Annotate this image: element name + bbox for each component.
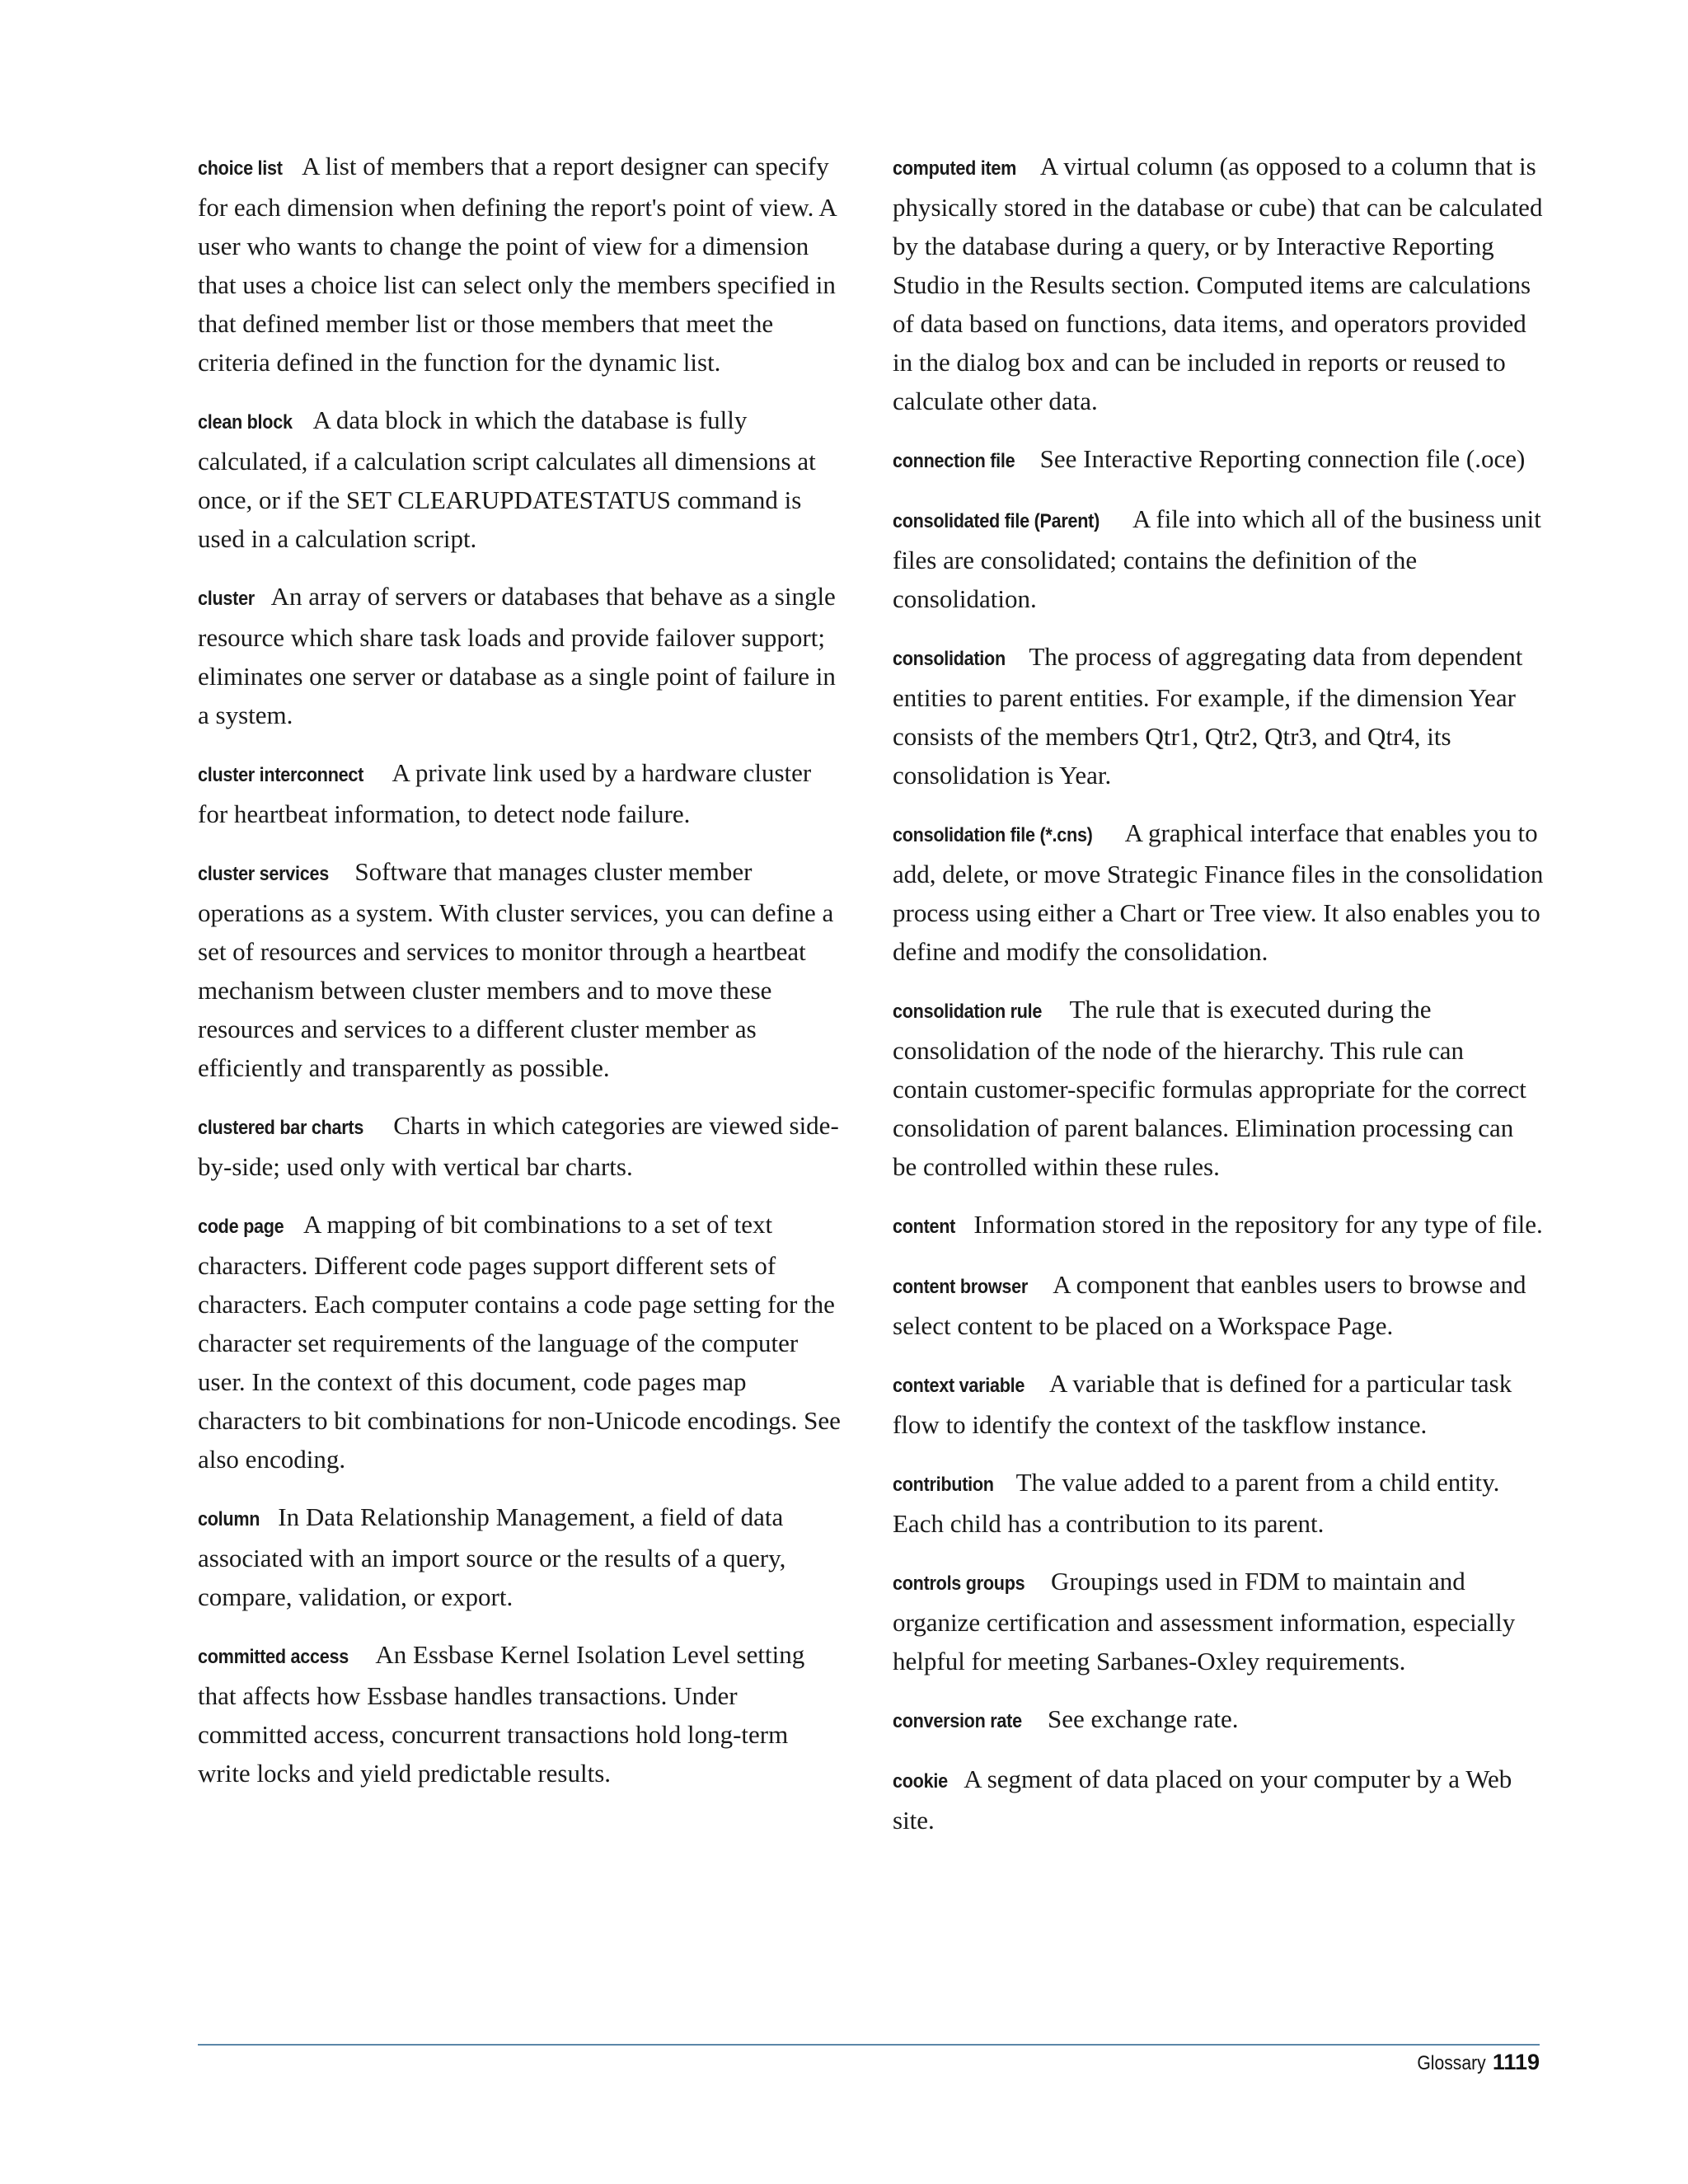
glossary-definition: A file into which all of the business unit files are consolidated; contains the definition of the consolidation. (893, 504, 1541, 613)
glossary-entry (198, 577, 842, 734)
glossary-definition: An Essbase Kernel Isolation Level setting that affects how Essbase handles transactions. Under committed access, concurrent transactions hold long-term write locks and yield predictable results. (198, 1640, 805, 1788)
glossary-entry (198, 1497, 842, 1616)
glossary-definition: A segment of data placed on your computer by a Web site. (893, 1765, 1512, 1835)
glossary-term: cookie (893, 1770, 948, 1793)
footer-divider (198, 2044, 1540, 2046)
glossary-definition: A mapping of bit combinations to a set of text characters. Different code pages support different sets of characters. Each computer contains a code page setting for the character set requirements of the language of the computer user. In the context of this document, code pages map characters to bit combinations for non-Unicode encodings. See also encoding. (198, 1210, 841, 1474)
glossary-definition: Information stored in the repository for any type of file. (973, 1210, 1543, 1239)
glossary-entry (893, 1562, 1544, 1680)
glossary-definition: The process of aggregating data from dependent entities to parent entities. For example, if the dimension Year consists of the members Qtr1, Qtr2, Qtr3, and Qtr4, its consolidation is Year. (893, 642, 1523, 790)
glossary-entry (198, 401, 842, 558)
glossary-definition: Software that manages cluster member operations as a system. With cluster services, you can define a set of resources and services to monitor through a heartbeat mechanism between cluster members and to move these resources and services to a different cluster member as efficiently and transparently as possible. (198, 857, 834, 1082)
glossary-entry (893, 439, 1544, 480)
glossary-entry (198, 852, 842, 1087)
glossary-entry (198, 1205, 842, 1479)
glossary-entry (198, 753, 842, 833)
glossary-definition: A list of members that a report designer can specify for each dimension when defining the report's point of view. A user who wants to change the point of view for a dimension that uses a choice list can select only the members specified in that defined member list or those members that meet the criteria defined in the function for the dynamic list. (198, 152, 837, 377)
glossary-term: committed access (198, 1646, 349, 1668)
glossary-definition: In Data Relationship Management, a field of data associated with an import source or the results of a query, compare, validation, or export. (198, 1502, 786, 1611)
glossary-entry (893, 1364, 1544, 1444)
glossary-entry (893, 637, 1544, 794)
glossary-term: cluster (198, 588, 255, 610)
glossary-term: computed item (893, 157, 1017, 180)
glossary-definition: A data block in which the database is fully calculated, if a calculation script calculates all dimensions at once, or if the SET CLEARUPDATESTATUS command is used in a calculation script. (198, 405, 816, 553)
glossary-definition: An array of servers or databases that behave as a single resource which share task loads and provide failover support; eliminates one server or database as a single point of failure in a system. (198, 582, 836, 729)
glossary-term: consolidated file (Parent) (893, 510, 1100, 532)
glossary-term: content browser (893, 1276, 1028, 1298)
glossary-entry (198, 1635, 842, 1793)
glossary-entry (198, 147, 842, 382)
glossary-definition: A virtual column (as opposed to a column that is physically stored in the database or cube) that can be calculated by the database during a query, or by Interactive Reporting Studio in the Results section. Computed items are calculations of data based on functions, data items, and operators provided in the dialog box and can be included in reports or reused to calculate other data. (893, 152, 1543, 415)
glossary-term: cluster services (198, 863, 330, 885)
page-number: 1119 (1492, 2050, 1540, 2074)
glossary-term: controls groups (893, 1572, 1025, 1595)
glossary-term: conversion rate (893, 1710, 1022, 1732)
glossary-term: choice list (198, 157, 283, 180)
glossary-term: content (893, 1216, 956, 1238)
glossary-entry (893, 147, 1544, 420)
glossary-term: consolidation rule (893, 1001, 1043, 1023)
glossary-definition: A component that eanbles users to browse and select content to be placed on a Workspace Page. (893, 1270, 1526, 1340)
glossary-definition: Charts in which categories are viewed side-by-side; used only with vertical bar charts. (198, 1111, 839, 1181)
glossary-entry (893, 990, 1544, 1186)
glossary-entry (893, 1205, 1544, 1246)
glossary-term: code page (198, 1216, 284, 1238)
glossary-entry (893, 1760, 1544, 1840)
glossary-entry (893, 813, 1544, 971)
glossary-entry (198, 1106, 842, 1186)
glossary-definition: Groupings used in FDM to maintain and organize certification and assessment information, especially helpful for meeting Sarbanes-Oxley requirements. (893, 1567, 1516, 1675)
glossary-definition: The rule that is executed during the consolidation of the node of the hierarchy. This rule can contain customer-specific formulas appropriate for the correct consolidation of parent balances. Elimination processing can be controlled within these rules. (893, 995, 1526, 1181)
glossary-column-left (198, 147, 842, 1811)
glossary-definition: See Interactive Reporting connection file (.oce) (1039, 444, 1526, 473)
glossary-entry (893, 499, 1544, 618)
glossary-definition: A graphical interface that enables you to add, delete, or move Strategic Finance files in the consolidation process using either a Chart or Tree view. It also enables you to define and modify the consolidation. (893, 818, 1544, 966)
glossary-column-right (893, 147, 1544, 1858)
glossary-term: consolidation file (*.cns) (893, 824, 1093, 846)
glossary-term: column (198, 1508, 260, 1530)
glossary-term: consolidation (893, 648, 1006, 670)
glossary-term: contribution (893, 1474, 994, 1496)
glossary-definition: The value added to a parent from a child entity. Each child has a contribution to its parent. (893, 1468, 1500, 1538)
glossary-term: context variable (893, 1375, 1025, 1397)
glossary-term: connection file (893, 450, 1015, 472)
glossary-entry (893, 1699, 1544, 1741)
glossary-term: clustered bar charts (198, 1117, 364, 1139)
glossary-entry (893, 1463, 1544, 1543)
glossary-definition: A variable that is defined for a particular task flow to identify the context of the taskflow instance. (893, 1369, 1512, 1439)
page-footer (1408, 2050, 1540, 2075)
glossary-entry (893, 1265, 1544, 1345)
glossary-definition: A private link used by a hardware cluster for heartbeat information, to detect node failure. (198, 758, 812, 828)
glossary-term: cluster interconnect (198, 764, 364, 786)
glossary-term: clean block (198, 411, 293, 434)
footer-section-title: Glossary (1417, 2052, 1486, 2074)
glossary-definition: See exchange rate. (1048, 1704, 1239, 1733)
